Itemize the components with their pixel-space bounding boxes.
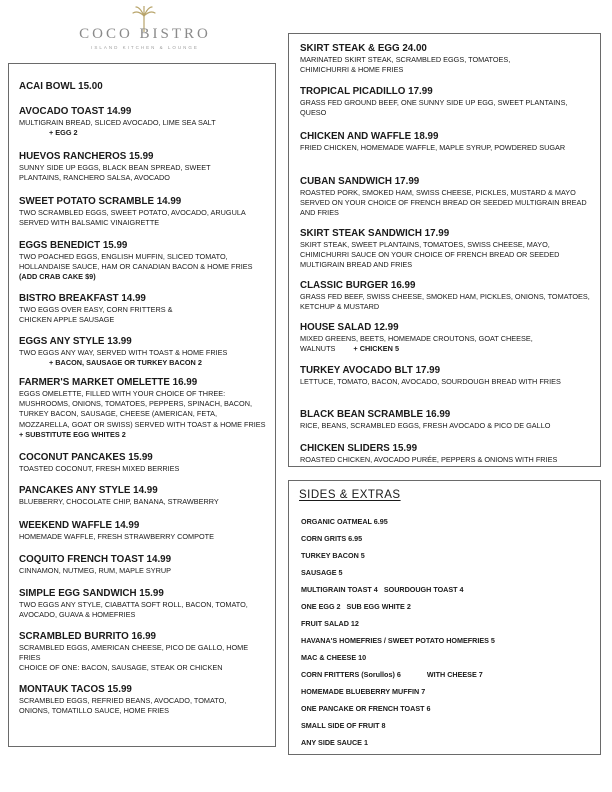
brand-tagline: ISLAND KITCHEN & LOUNGE bbox=[91, 45, 199, 50]
menu-item bbox=[19, 240, 271, 283]
item-name: TURKEY AVOCADO BLT 17.99 bbox=[300, 365, 441, 376]
item-name: MONTAUK TACOS 15.99 bbox=[19, 684, 132, 695]
item-description-text: EGGS OMELETTE, FILLED WITH YOUR CHOICE OF THREE: MUSHROOMS, ONIONS, TOMATOES, PEPPERS, SPINACH, BACON, TURKEY BACON, SAUSAGE, CHEESE (AMERICAN, FETA, MOZZARELLA, GOAT OR SWISS) SERVED WITH TOAST & HOME FRIES bbox=[19, 389, 266, 429]
menu-item bbox=[300, 228, 592, 271]
item-addon: + BACON, SAUSAGE OR TURKEY BACON 2 bbox=[49, 358, 202, 368]
item-description bbox=[19, 252, 271, 283]
item-description bbox=[300, 334, 570, 354]
menu-item bbox=[19, 631, 271, 674]
side-item: FRUIT SALAD 12 bbox=[301, 619, 359, 628]
menu-item bbox=[300, 43, 592, 75]
item-name: SKIRT STEAK SANDWICH 17.99 bbox=[300, 228, 450, 239]
menu-item bbox=[300, 365, 592, 387]
menu-item bbox=[300, 176, 592, 219]
menu-item bbox=[19, 485, 269, 507]
menu-item bbox=[300, 409, 592, 431]
item-description bbox=[19, 389, 269, 440]
item-description: GRASS FED GROUND BEEF, ONE SUNNY SIDE UP EGG, SWEET PLANTAINS, QUESO bbox=[300, 98, 568, 118]
item-name: SKIRT STEAK & EGG 24.00 bbox=[300, 43, 427, 54]
item-description: TWO EGGS ANY STYLE, CIABATTA SOFT ROLL, BACON, TOMATO, AVOCADO, GUAVA & HOMEFRIES bbox=[19, 600, 248, 620]
item-description-text: TWO POACHED EGGS, ENGLISH MUFFIN, SLICED TOMATO, HOLLANDAISE SAUCE, HAM OR CANADIAN BACON & HOME FRIES bbox=[19, 252, 253, 272]
item-description: TWO EGGS OVER EASY, CORN FRITTERS & CHICKEN APPLE SAUSAGE bbox=[19, 305, 173, 325]
sides-title: SIDES & EXTRAS bbox=[299, 489, 401, 501]
item-description: SCRAMBLED EGGS, AMERICAN CHEESE, PICO DE GALLO, HOME FRIES bbox=[19, 643, 249, 663]
item-description: SUNNY SIDE UP EGGS, BLACK BEAN SPREAD, SWEET PLANTAINS, RANCHERO SALSA, AVOCADO bbox=[19, 163, 211, 183]
menu-item bbox=[19, 106, 271, 138]
item-name: HOUSE SALAD 12.99 bbox=[300, 322, 399, 333]
menu-item bbox=[19, 196, 269, 228]
item-description: GRASS FED BEEF, SWISS CHEESE, SMOKED HAM, PICKLES, ONIONS, TOMATOES, KETCHUP & MUSTARD bbox=[300, 292, 590, 312]
item-description: ROASTED PORK, SMOKED HAM, SWISS CHEESE, PICKLES, MUSTARD & MAYO SERVED ON YOUR CHOICE OF FRENCH BREAD OR SEEDED MULTIGRAIN BREAD AND FRIES bbox=[300, 188, 587, 218]
side-item: HOMEMADE BLUEBERRY MUFFIN 7 bbox=[301, 687, 426, 696]
item-name: SCRAMBLED BURRITO 16.99 bbox=[19, 631, 156, 642]
item-name: EGGS ANY STYLE 13.99 bbox=[19, 336, 132, 347]
menu-item bbox=[19, 554, 269, 576]
item-description: FRIED CHICKEN, HOMEMADE WAFFLE, MAPLE SYRUP, POWDERED SUGAR bbox=[300, 143, 566, 152]
item-name: COCONUT PANCAKES 15.99 bbox=[19, 452, 153, 463]
item-description: MARINATED SKIRT STEAK, SCRAMBLED EGGS, TOMATOES, CHIMICHURRI & HOME FRIES bbox=[300, 55, 511, 75]
menu-item bbox=[300, 443, 592, 465]
item-description: TWO EGGS ANY WAY, SERVED WITH TOAST & HOME FRIES bbox=[19, 348, 228, 357]
sides-extras-panel bbox=[288, 480, 601, 755]
menu-item bbox=[19, 684, 269, 716]
item-description: MULTIGRAIN BREAD, SLICED AVOCADO, LIME SEA SALT bbox=[19, 118, 216, 127]
item-description-bold: CHOICE OF ONE: BACON, SAUSAGE, STEAK OR CHICKEN bbox=[19, 663, 223, 673]
item-name: PANCAKES ANY STYLE 14.99 bbox=[19, 485, 158, 496]
side-item: WITH CHEESE 7 bbox=[426, 670, 483, 679]
item-name: BISTRO BREAKFAST 14.99 bbox=[19, 293, 146, 304]
menu-item bbox=[19, 377, 269, 440]
side-item: SUB EGG WHITE 2 bbox=[346, 602, 411, 611]
item-name: BLACK BEAN SCRAMBLE 16.99 bbox=[300, 409, 451, 420]
menu-item bbox=[19, 452, 269, 474]
item-name: EGGS BENEDICT 15.99 bbox=[19, 240, 128, 251]
item-description-text: MIXED GREENS, BEETS, HOMEMADE CROUTONS, GOAT CHEESE, WALNUTS bbox=[300, 334, 533, 354]
item-description: TOASTED COCONUT, FRESH MIXED BERRIES bbox=[19, 464, 180, 473]
item-name: CHICKEN SLIDERS 15.99 bbox=[300, 443, 418, 454]
item-description: SCRAMBLED EGGS, REFRIED BEANS, AVOCADO, TOMATO, ONIONS, TOMATILLO SAUCE, HOME FRIES bbox=[19, 696, 227, 716]
side-item: SMALL SIDE OF FRUIT 8 bbox=[301, 721, 386, 730]
item-name: HUEVOS RANCHEROS 15.99 bbox=[19, 151, 154, 162]
left-menu-panel bbox=[8, 63, 276, 747]
menu-item bbox=[19, 151, 269, 183]
item-name: CHICKEN AND WAFFLE 18.99 bbox=[300, 131, 439, 142]
side-item: SAUSAGE 5 bbox=[301, 568, 343, 577]
item-name: WEEKEND WAFFLE 14.99 bbox=[19, 520, 140, 531]
item-name: ACAI BOWL 15.00 bbox=[19, 81, 103, 92]
item-name: CUBAN SANDWICH 17.99 bbox=[300, 176, 420, 187]
side-item: ONE PANCAKE OR FRENCH TOAST 6 bbox=[301, 704, 431, 713]
item-name: SWEET POTATO SCRAMBLE 14.99 bbox=[19, 196, 182, 207]
side-item: MULTIGRAIN TOAST 4 bbox=[301, 585, 378, 594]
item-description-bold: + SUBSTITUTE EGG WHITES 2 bbox=[19, 429, 126, 439]
item-name: COQUITO FRENCH TOAST 14.99 bbox=[19, 554, 172, 565]
item-name: CLASSIC BURGER 16.99 bbox=[300, 280, 416, 291]
item-description-bold: + CHICKEN 5 bbox=[353, 344, 400, 354]
side-item-pair bbox=[301, 670, 483, 679]
item-description-bold: (ADD CRAB CAKE $9) bbox=[19, 272, 96, 282]
side-item-pair bbox=[301, 602, 411, 611]
menu-item bbox=[19, 588, 269, 620]
side-item: CORN GRITS 6.95 bbox=[301, 534, 363, 543]
side-item: HAVANA'S HOMEFRIES / SWEET POTATO HOMEFRIES 5 bbox=[301, 636, 495, 645]
menu-item bbox=[300, 280, 592, 312]
item-description: LETTUCE, TOMATO, BACON, AVOCADO, SOURDOUGH BREAD WITH FRIES bbox=[300, 377, 561, 386]
right-menu-panel bbox=[288, 33, 601, 467]
menu-item bbox=[19, 293, 269, 325]
menu-item bbox=[19, 336, 274, 368]
side-item-pair bbox=[301, 585, 464, 594]
side-item: SOURDOUGH TOAST 4 bbox=[383, 585, 464, 594]
item-name: AVOCADO TOAST 14.99 bbox=[19, 106, 132, 117]
side-item: ANY SIDE SAUCE 1 bbox=[301, 738, 368, 747]
item-addon: + EGG 2 bbox=[49, 128, 78, 138]
menu-item bbox=[19, 520, 269, 542]
side-item: TURKEY BACON 5 bbox=[301, 551, 365, 560]
menu-item bbox=[300, 322, 592, 354]
menu-item bbox=[300, 131, 592, 153]
brand-name: COCO BISTRO bbox=[79, 26, 211, 42]
brand-logo bbox=[60, 4, 230, 54]
item-description: BLUEBERRY, CHOCOLATE CHIP, BANANA, STRAWBERRY bbox=[19, 497, 219, 506]
item-description: RICE, BEANS, SCRAMBLED EGGS, FRESH AVOCADO & PICO DE GALLO bbox=[300, 421, 551, 430]
item-description: SKIRT STEAK, SWEET PLANTAINS, TOMATOES, SWISS CHEESE, MAYO, CHIMICHURRI SAUCE ON YOUR CHOICE OF FRENCH BREAD OR SEEDED MULTIGRAIN BREAD AND FRIES bbox=[300, 240, 560, 270]
item-name: TROPICAL PICADILLO 17.99 bbox=[300, 86, 433, 97]
side-item: ONE EGG 2 bbox=[301, 602, 341, 611]
menu-item bbox=[300, 86, 592, 118]
item-name: FARMER'S MARKET OMELETTE 16.99 bbox=[19, 377, 198, 388]
menu-item bbox=[19, 81, 103, 93]
item-description: HOMEMADE WAFFLE, FRESH STRAWBERRY COMPOTE bbox=[19, 532, 215, 541]
item-description: ROASTED CHICKEN, AVOCADO PURÉE, PEPPERS & ONIONS WITH FRIES bbox=[300, 455, 558, 464]
item-name: SIMPLE EGG SANDWICH 15.99 bbox=[19, 588, 164, 599]
item-description: CINNAMON, NUTMEG, RUM, MAPLE SYRUP bbox=[19, 566, 172, 575]
item-description: TWO SCRAMBLED EGGS, SWEET POTATO, AVOCADO, ARUGULA SERVED WITH BALSAMIC VINAIGRETTE bbox=[19, 208, 246, 228]
side-item: ORGANIC OATMEAL 6.95 bbox=[301, 517, 388, 526]
side-item: MAC & CHEESE 10 bbox=[301, 653, 367, 662]
side-item: CORN FRITTERS (Sorullos) 6 bbox=[301, 670, 401, 679]
